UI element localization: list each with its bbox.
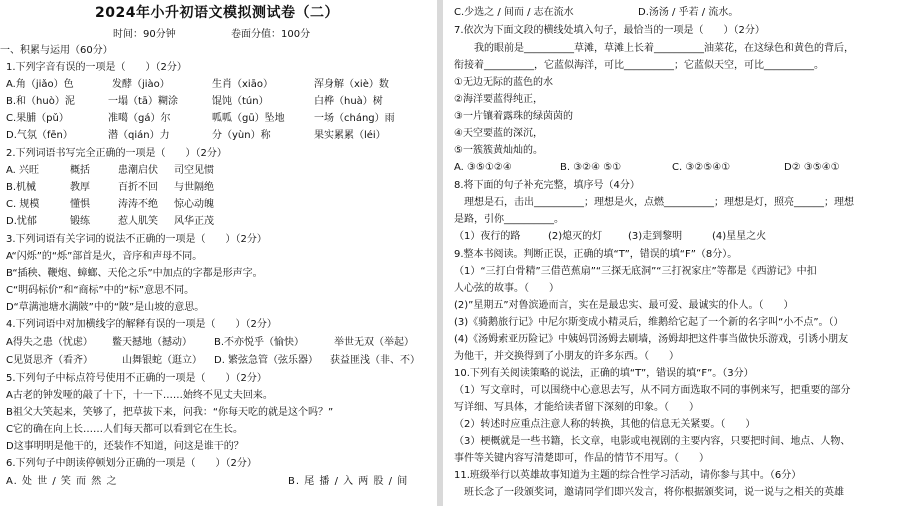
question-6-stem: 6.下列句子中朗读停顿划分正确的一项是（ ）（2分） bbox=[6, 458, 257, 469]
q4-c-2: 山舞银蛇（逛立） bbox=[122, 355, 202, 366]
q5-option-c: C它的确在向上长……人们每天都可以看到它在生长。 bbox=[6, 424, 243, 435]
q8-option-3: (3)走到黎明 bbox=[628, 231, 683, 242]
q7-item-5: ⑤一簇簇黄灿灿的。 bbox=[454, 145, 543, 156]
q5-option-b: B祖父大笑起来，笑够了，把草拔下来，问我：“你每天吃的就是这个吗？” bbox=[6, 407, 334, 418]
q9-item-2: (2)”星期五”对鲁滨逊而言，实在是最忠实、最可爱、最诚实的仆人。（ ） bbox=[454, 300, 794, 311]
q2-d-2: 锻练 bbox=[70, 216, 90, 227]
q8-sentence-line-2: 是路，引你__________。 bbox=[454, 214, 564, 225]
q5-option-a: A古老的钟发哑的敲了十下，十一下……始终不见丈夫回来。 bbox=[6, 390, 273, 401]
question-11-stem: 11.班级举行以英雄故事知道为主题的综合性学习活动，请你参与其中。（6分） bbox=[454, 470, 802, 481]
q2-c-2: 懂惧 bbox=[70, 199, 90, 210]
q8-option-4: (4)星星之火 bbox=[712, 231, 767, 242]
q4-b-1: B.不亦悦乎（愉快） bbox=[214, 337, 305, 348]
q7-choice-c: C. ③②⑤④① bbox=[672, 162, 731, 173]
q2-d-1: D.忧郁 bbox=[6, 216, 37, 227]
exam-score: 卷面分值：100分 bbox=[231, 29, 311, 40]
q1-c-1: C.果脯（pǔ） bbox=[6, 113, 69, 124]
q6-option-d: D.汤汤 / 乎若 / 流水。 bbox=[638, 7, 739, 18]
q2-c-4: 惊心动魄 bbox=[174, 199, 214, 210]
q1-c-2: 准噶（gá）尔 bbox=[108, 113, 171, 124]
q1-b-4: 白桦（huà）树 bbox=[314, 96, 383, 107]
q10-item-3: （3）梗概就是一些书籍，长文章，电影或电视剧的主要内容，只要把时间、地点、人物、 bbox=[454, 436, 851, 447]
question-7-stem: 7.依次为下面文段的横线处填入句子，最恰当的一项是（ ）（2分） bbox=[454, 25, 765, 36]
q1-b-3: 馄饨（tún） bbox=[212, 96, 269, 107]
q2-c-1: C. 规模 bbox=[6, 199, 40, 210]
q1-d-4: 果实累累（léi） bbox=[314, 130, 386, 141]
q2-a-1: A. 兴旺 bbox=[6, 165, 40, 176]
q3-option-d: D“草满池塘水满陂”中的“陂”是山坡的意思。 bbox=[6, 302, 205, 313]
question-10-stem: 10.下列有关阅读策略的说法，正确的填“T”，错误的填“F”。（3分） bbox=[454, 368, 754, 379]
q9-item-4-cont: 为他干，并交换得到了小朋友的许多东西。（ ） bbox=[454, 351, 679, 362]
q7-choice-d: D② ③⑤④① bbox=[784, 162, 840, 173]
q7-passage-line-2: 衔接着__________，它蓝似海洋，可比__________；它蓝似天空，可比__________。 bbox=[454, 60, 824, 71]
q9-item-4: (4)《汤姆索亚历险记》中姨妈罚汤姆去刷墙，汤姆却把这件事当做快乐游戏，引诱小朋友 bbox=[454, 334, 849, 345]
section-heading: 一、积累与运用（60分） bbox=[0, 45, 113, 56]
q11-passage: 班长念了一段颁奖词，邀请同学们即兴发言，将你根据颁奖词，说一说与之相关的英雄 bbox=[454, 487, 844, 498]
q6-option-c: C.少选之 / 间而 / 志在流水 bbox=[454, 7, 574, 18]
exam-time: 时间：90分钟 bbox=[113, 29, 176, 40]
q3-option-b: B“插秧、鞭炮、蟑螂、天伦之乐”中加点的字都是形声字。 bbox=[6, 268, 263, 279]
left-page bbox=[0, 0, 434, 506]
q7-passage-line-1: 我的眼前是__________草滩，草滩上长着__________油菜花，在这绿色和黄色的背后， bbox=[454, 43, 854, 54]
q1-a-2: 发酵（jiào） bbox=[112, 79, 170, 90]
exam-title: 2024年小升初语文模拟测试卷（二） bbox=[95, 5, 339, 21]
q10-item-2: （2）转述时应重点注意人称的转换，其他的信息无关紧要。（ ） bbox=[454, 419, 756, 430]
q4-b-2: 举世无双（举起） bbox=[334, 337, 414, 348]
q1-c-3: 呱呱（gū）坠地 bbox=[212, 113, 285, 124]
question-5-stem: 5.下列句子中标点符号使用不正确的一项是（ ）（2分） bbox=[6, 373, 267, 384]
q2-a-3: 患潮启伏 bbox=[118, 165, 158, 176]
q6-option-b: B. 尾 播 / 入 两 股 / 间 bbox=[288, 476, 409, 487]
q8-option-2: (2)熄灭的灯 bbox=[548, 231, 603, 242]
question-3-stem: 3.下列词语有关字词的说法不正确的一项是（ ）（2分） bbox=[6, 234, 267, 245]
question-4-stem: 4.下列词语中对加横线字的解释有误的一项是（ ）（2分） bbox=[6, 319, 277, 330]
q4-c-1: C见贤思齐（看齐） bbox=[6, 355, 93, 366]
q10-item-1-cont: 写详细、写具体，才能给读者留下深刻的印象。（ ） bbox=[454, 402, 699, 413]
q8-sentence-line-1: 理想是石，击出__________；理想是火，点燃__________；理想是灯，照亮______；理想 bbox=[454, 197, 854, 208]
q2-d-4: 风华正茂 bbox=[174, 216, 214, 227]
q2-c-3: 涛涛不绝 bbox=[118, 199, 158, 210]
q2-d-3: 惹人肌笑 bbox=[118, 216, 158, 227]
q2-b-2: 教厚 bbox=[70, 182, 90, 193]
q2-b-3: 百折不回 bbox=[118, 182, 158, 193]
q1-b-2: 一塌（tā）糊涂 bbox=[108, 96, 179, 107]
q2-a-2: 概括 bbox=[70, 165, 90, 176]
q1-d-2: 潜（qián）力 bbox=[108, 130, 170, 141]
q5-option-d: D这事明明是他干的，还装作不知道，问这是谁干的？ bbox=[6, 441, 244, 452]
q7-item-2: ②海洋要蓝得纯正， bbox=[454, 94, 543, 105]
q4-d-1: D. 繁弦急管（弦乐器） bbox=[214, 355, 319, 366]
q10-item-1: （1）写文章时，可以围绕中心意思去写，从不同方面选取不同的事例来写，把重要的部分 bbox=[454, 385, 851, 396]
right-page bbox=[446, 0, 900, 506]
q7-choice-a: A. ③⑤①②④ bbox=[454, 162, 512, 173]
q1-a-1: A.角（jiǎo）色 bbox=[6, 79, 74, 90]
q3-option-a: A“闪烁”的“烁”部首是火，音序和声母不同。 bbox=[6, 251, 203, 262]
q8-option-1: （1）夜行的路 bbox=[454, 231, 521, 242]
q7-item-4: ④天空要蓝的深沉， bbox=[454, 128, 543, 139]
q10-item-3-cont: 事件等关键内容写清楚即可，作品的情节不用写。（ ） bbox=[454, 453, 709, 464]
q6-option-a: A. 处 世 / 笑 而 然 之 bbox=[6, 476, 118, 487]
q3-option-c: C“明码标价”和“商标”中的“标”意思不同。 bbox=[6, 285, 195, 296]
q7-choice-b: B. ③②④ ⑤① bbox=[560, 162, 622, 173]
q4-d-2: 获益匪浅（非、不） bbox=[330, 355, 420, 366]
question-8-stem: 8.将下面的句子补充完整，填序号（4分） bbox=[454, 180, 640, 191]
q7-item-3: ③一片镶着露珠的绿茵茵的 bbox=[454, 111, 573, 122]
q1-a-3: 生肖（xiāo） bbox=[212, 79, 273, 90]
q4-a-1: A得失之患（忧虑） bbox=[6, 337, 93, 348]
q2-a-4: 司空见惯 bbox=[174, 165, 214, 176]
q1-c-4: 一场（cháng）雨 bbox=[314, 113, 395, 124]
page-gutter bbox=[437, 0, 443, 506]
q1-b-1: B.和（huò）泥 bbox=[6, 96, 75, 107]
q1-d-1: D.气氛（fēn） bbox=[6, 130, 73, 141]
q1-d-3: 分（yùn）称 bbox=[212, 130, 271, 141]
q4-a-2: 鳖天撼地（撼动） bbox=[112, 337, 192, 348]
q9-item-1-cont: 人心弦的故事。（ ） bbox=[454, 283, 559, 294]
q9-item-3: (3)《骑鹅旅行记》中尼尔斯变成小精灵后，维鹅给它起了一个新的名字叫“小不点”。（） bbox=[454, 317, 844, 328]
q1-a-4: 浑身解（xiè）数 bbox=[314, 79, 389, 90]
question-9-stem: 9.整本书阅读。判断正误，正确的填“T”，错误的填“F”（8分）。 bbox=[454, 249, 738, 260]
q2-b-1: B.机械 bbox=[6, 182, 37, 193]
q7-item-1: ①无边无际的蓝色的水 bbox=[454, 77, 553, 88]
q9-item-1: （1）“三打白骨精”三借芭蕉扇”“三探无底洞”“三打祝家庄”等都是《西游记》中扣 bbox=[454, 266, 817, 277]
question-1-stem: 1.下列字音有误的一项是（ ）（2分） bbox=[6, 62, 187, 73]
question-2-stem: 2.下列词语书写完全正确的一项是（ ）（2分） bbox=[6, 148, 227, 159]
q2-b-4: 与世隔绝 bbox=[174, 182, 214, 193]
